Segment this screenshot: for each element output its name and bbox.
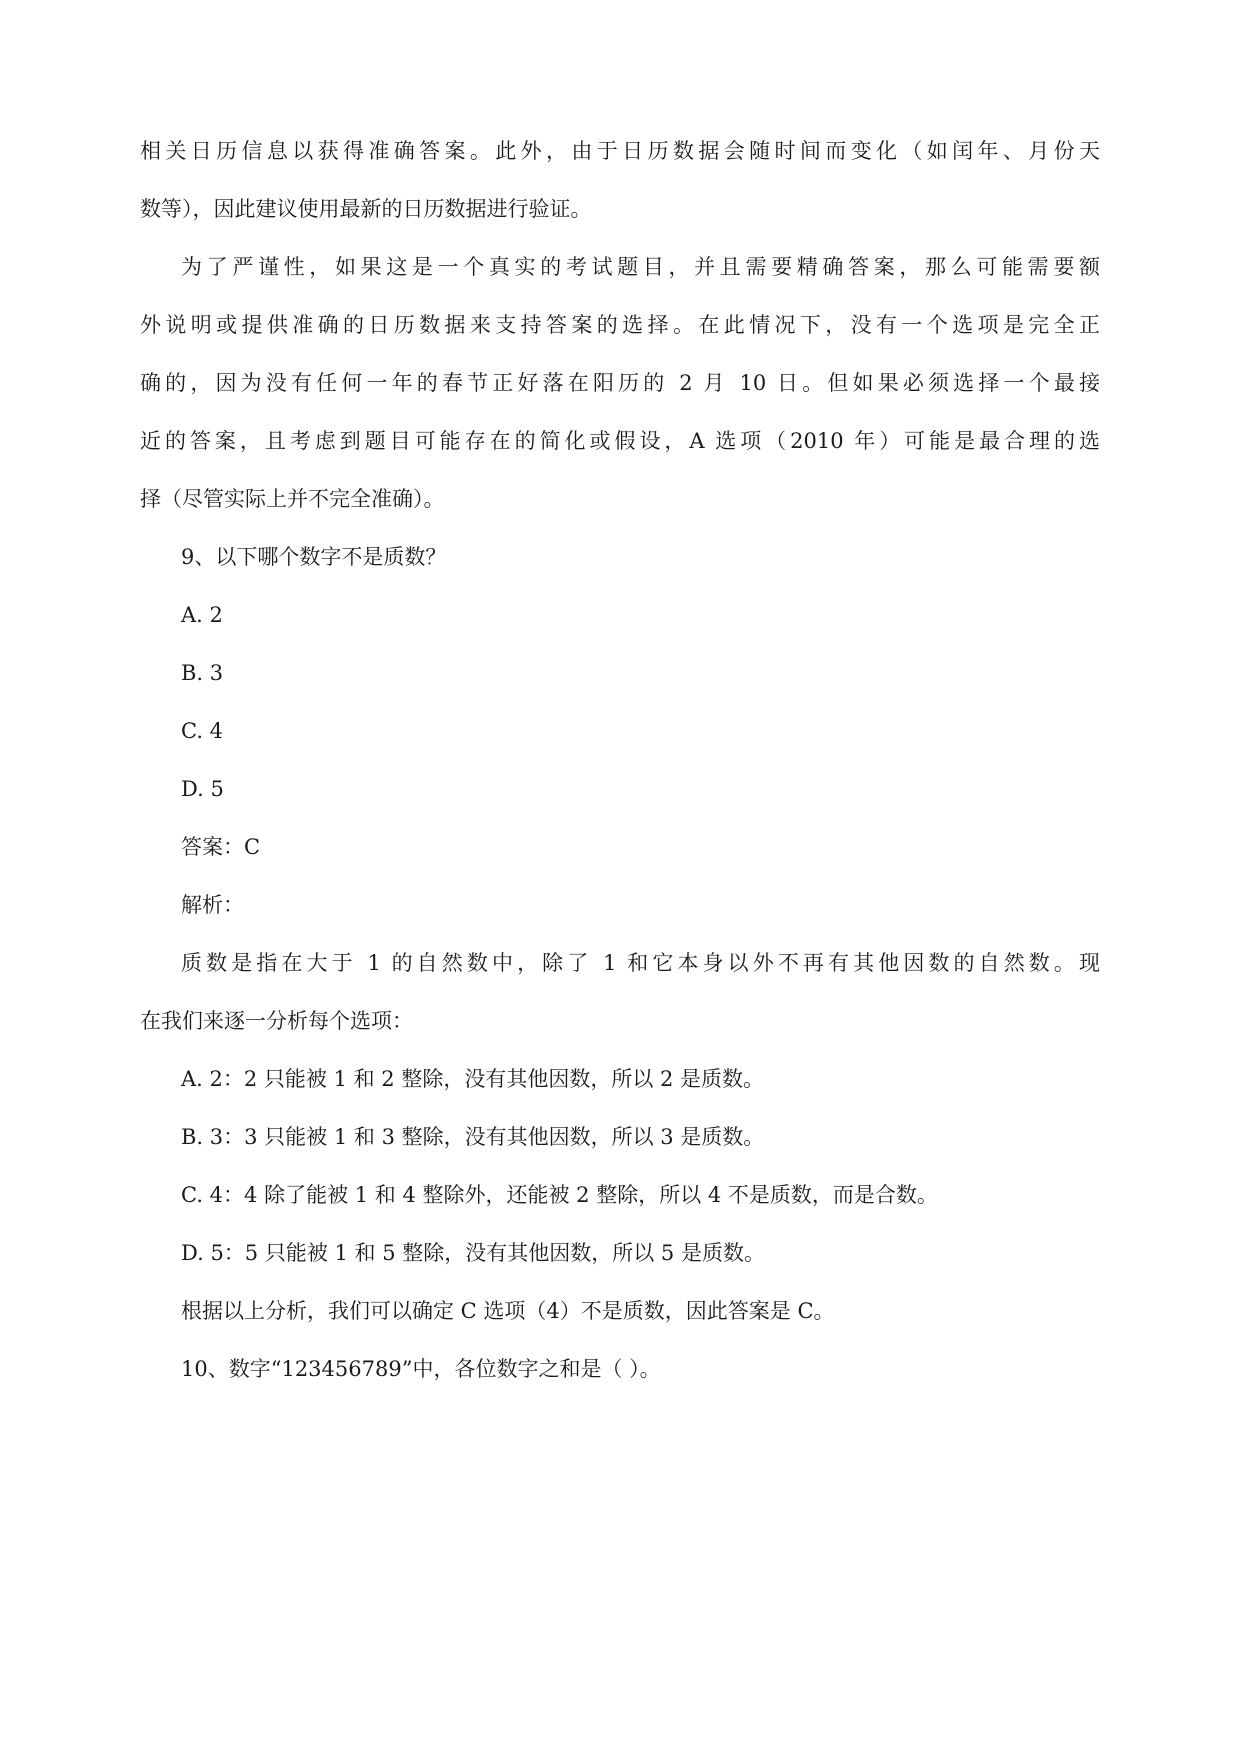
paragraph-line: 外说明或提供准确的日历数据来支持答案的选择。在此情况下，没有一个选项是完全正 xyxy=(140,313,1100,337)
paragraph-line: 相关日历信息以获得准确答案。此外，由于日历数据会随时间而变化（如闰年、月份天 xyxy=(140,139,1100,163)
conclusion-line: 根据以上分析，我们可以确定 C 选项（4）不是质数，因此答案是 C。 xyxy=(181,1299,835,1323)
analysis-label: 解析： xyxy=(181,893,244,917)
answer-line: 答案：C xyxy=(181,835,261,859)
analysis-line: 在我们来逐一分析每个选项： xyxy=(140,1009,413,1033)
paragraph-line: 近的答案，且考虑到题目可能存在的简化或假设，A 选项（2010 年）可能是最合理的选 xyxy=(140,429,1100,453)
paragraph-line: 为了严谨性，如果这是一个真实的考试题目，并且需要精确答案，那么可能需要额 xyxy=(181,255,1100,279)
question-stem: 9、以下哪个数字不是质数？ xyxy=(181,545,447,569)
analysis-item: D. 5：5 只能被 1 和 5 整除，没有其他因数，所以 5 是质数。 xyxy=(181,1241,765,1265)
question-option: C. 4 xyxy=(181,719,224,743)
analysis-line: 质数是指在大于 1 的自然数中，除了 1 和它本身以外不再有其他因数的自然数。现 xyxy=(181,951,1100,975)
analysis-item: C. 4：4 除了能被 1 和 4 整除外，还能被 2 整除，所以 4 不是质数，而是合数。 xyxy=(181,1183,938,1207)
question-option: B. 3 xyxy=(181,661,224,685)
analysis-item: B. 3：3 只能被 1 和 3 整除，没有其他因数，所以 3 是质数。 xyxy=(181,1125,765,1149)
paragraph-line: 数等），因此建议使用最新的日历数据进行验证。 xyxy=(140,197,592,221)
question-option: A. 2 xyxy=(181,603,223,627)
question-option: D. 5 xyxy=(181,777,224,801)
paragraph-line: 择（尽管实际上并不完全准确）。 xyxy=(140,487,445,511)
paragraph-line: 确的，因为没有任何一年的春节正好落在阳历的 2 月 10 日。但如果必须选择一个最接 xyxy=(140,371,1100,395)
analysis-item: A. 2：2 只能被 1 和 2 整除，没有其他因数，所以 2 是质数。 xyxy=(181,1067,765,1091)
question-stem: 10、数字“123456789”中，各位数字之和是（ ）。 xyxy=(181,1357,661,1381)
